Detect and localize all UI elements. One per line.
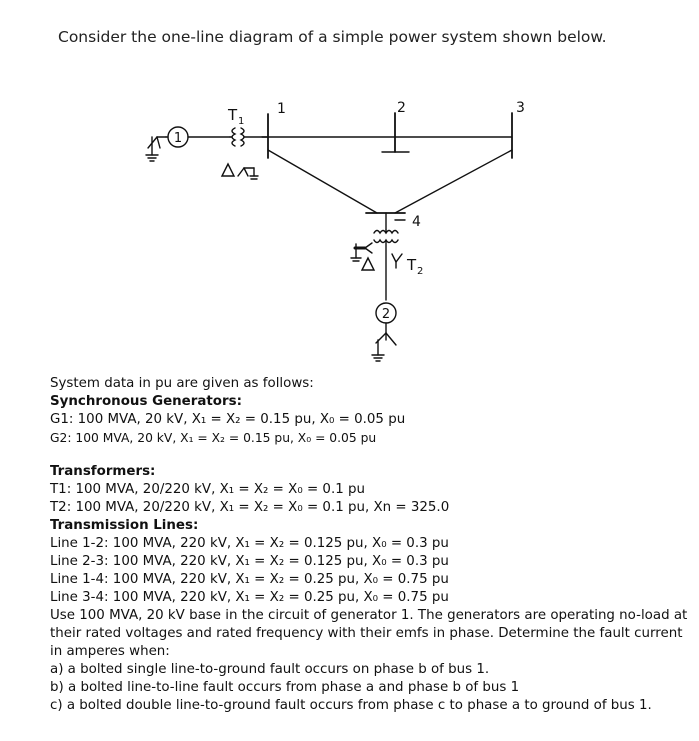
data-intro: System data in pu are given as follows: [50, 376, 314, 391]
bus-4 [366, 213, 421, 230]
t1-data: T1: 100 MVA, 20/220 kV, X₁ = X₂ = X₀ = 0.1 pu [50, 482, 365, 497]
bus4-label: 4 [412, 214, 421, 230]
g1-data: G1: 100 MVA, 20 kV, X₁ = X₂ = 0.15 pu, X₀ = 0.05 pu [50, 412, 406, 427]
t2-sub: 2 [417, 266, 424, 277]
t1-winding-symbol-icon [222, 164, 258, 179]
bus-3 [512, 100, 525, 158]
sync-gen-heading: Synchronous Generators: [50, 394, 242, 409]
t1-sub: 1 [238, 116, 245, 127]
generator-2 [376, 303, 396, 323]
gen2-label: 2 [381, 307, 391, 322]
t2-label: T [407, 256, 417, 274]
question-c: c) a bolted double line-to-ground fault occurs from phase c to phase a to ground of bus 1. [50, 698, 652, 713]
bus3-label: 3 [516, 100, 525, 116]
one-line-diagram [0, 0, 699, 370]
line14-data: Line 1-4: 100 MVA, 220 kV, X₁ = X₂ = 0.25 pu, X₀ = 0.75 pu [50, 572, 449, 587]
line-3-4 [395, 150, 512, 213]
transformer-t1 [227, 106, 268, 146]
transformer-t2 [374, 230, 423, 300]
g2-data: G2: 100 MVA, 20 kV, X₁ = X₂ = 0.15 pu, X₀ = 0.05 pu [50, 431, 377, 445]
line12-data: Line 1-2: 100 MVA, 220 kV, X₁ = X₂ = 0.125 pu, X₀ = 0.3 pu [50, 536, 449, 551]
line34-data: Line 3-4: 100 MVA, 220 kV, X₁ = X₂ = 0.25 pu, X₀ = 0.75 pu [50, 590, 449, 605]
question-b: b) a bolted line-to-line fault occurs from phase a and phase b of bus 1 [50, 680, 520, 695]
bus1-label: 1 [277, 101, 286, 117]
gen1-label: 1 [173, 131, 183, 146]
problem-intro: Consider the one-line diagram of a simple power system shown below. [58, 28, 607, 46]
lines-heading: Transmission Lines: [50, 518, 199, 533]
bus-2 [382, 100, 409, 152]
t1-label: T [228, 106, 238, 124]
transformers-heading: Transformers: [50, 464, 156, 479]
bus2-label: 2 [397, 100, 406, 116]
line-1-4 [268, 150, 377, 213]
bus-1 [262, 101, 286, 158]
question-a: a) a bolted single line-to-ground fault occurs on phase b of bus 1. [50, 662, 490, 677]
generator-1 [168, 127, 188, 147]
base-instructions: Use 100 MVA, 20 kV base in the circuit of generator 1. The generators are operating no-load at their rated voltages and rated frequency with their emfs in phase. Determine the fault current in amperes when: [50, 608, 688, 659]
t2-data: T2: 100 MVA, 20/220 kV, X₁ = X₂ = X₀ = 0.1 pu, Xn = 325.0 [50, 500, 450, 515]
gen2-ground-icon [372, 333, 396, 361]
gen1-ground-icon [146, 137, 166, 161]
system-data [50, 375, 690, 715]
t2-winding-symbol-icon [351, 243, 402, 270]
line23-data: Line 2-3: 100 MVA, 220 kV, X₁ = X₂ = 0.125 pu, X₀ = 0.3 pu [50, 554, 449, 569]
